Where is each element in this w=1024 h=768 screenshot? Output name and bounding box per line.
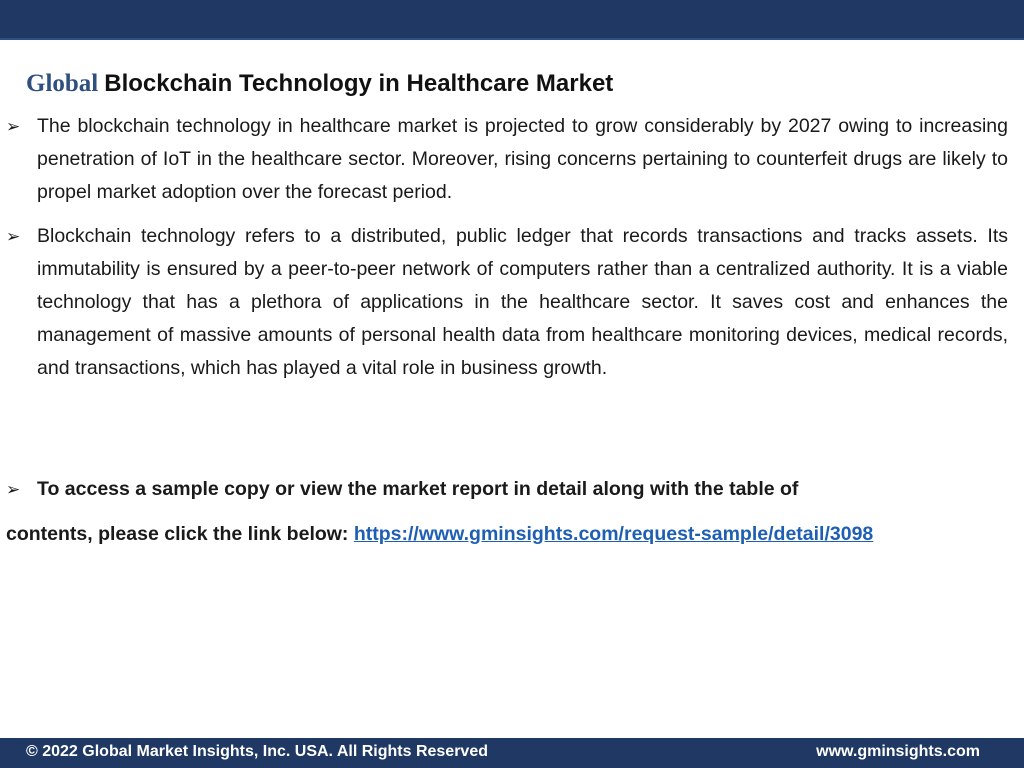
bullet-item-technology-definition — [6, 220, 1008, 385]
footer-bar — [0, 738, 1024, 768]
title-main: Blockchain Technology in Healthcare Market — [104, 70, 614, 97]
cta-text: contents, please click the link below: — [6, 523, 354, 545]
arrow-bullet-icon: ➢ — [6, 117, 21, 136]
title-prefix: Global — [26, 70, 99, 97]
top-banner — [0, 0, 1024, 40]
website-link[interactable]: www.gminsights.com — [816, 743, 980, 760]
bullet-item-sample-request — [6, 473, 1008, 506]
sample-request-paragraph — [6, 519, 1006, 550]
bullet-item-market-outlook — [6, 110, 1008, 209]
arrow-bullet-icon: ➢ — [6, 227, 21, 246]
copyright-text: © 2022 Global Market Insights, Inc. USA. All Rights Reserved — [26, 743, 488, 760]
bullet-text: The blockchain technology in healthcare market is projected to grow considerably by 2027 owing to increasing penetration of IoT in the healthcare sector. Moreover, rising concerns pertaining to counterfeit drugs are likely to propel market adoption over the forecast period. — [37, 115, 1008, 203]
sample-request-link[interactable]: https://www.gminsights.com/request-sample/detail/3098 — [353, 523, 874, 545]
bullet-text: To access a sample copy or view the market report in detail along with the table of — [37, 478, 799, 500]
arrow-bullet-icon: ➢ — [6, 480, 21, 499]
bullet-text: Blockchain technology refers to a distributed, public ledger that records transactions and tracks assets. Its immutability is ensured by a peer-to-peer network of computers rather than a centralized authority. It is a viable technology that has a plethora of applications in the healthcare sector. It saves cost and enhances the management of massive amounts of personal health data from healthcare monitoring devices, medical records, and transactions, which has played a vital role in business growth. — [37, 225, 1008, 379]
page-title — [26, 66, 613, 101]
